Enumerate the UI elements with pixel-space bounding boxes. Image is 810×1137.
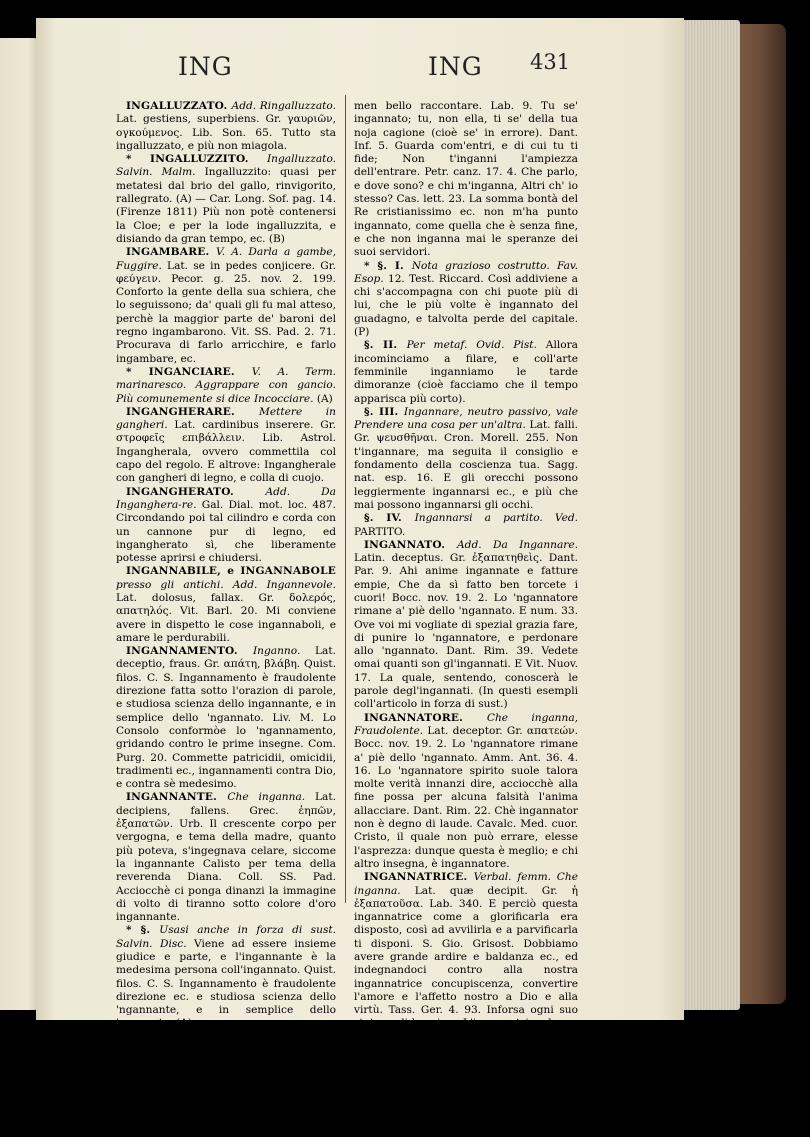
- dictionary-entry: [354, 100, 578, 260]
- dictionary-entry: [116, 565, 336, 645]
- entry-body: Lat. falli. Gr. ψευσθῆναι. Cron. Morell. 255. Non t'ingannare, ma seguita il consiglio e fondamento della coscienza tua. Sagg. nat. esp. 16. E gli orecchi possono leggiermente ingannarsi ec., e più che mai possono ingannarsi gli occhi.: [354, 419, 578, 511]
- entry-body: Quando sono d'anni sei infino a' quattordici, o più tanto quanto, si può domandargli ogni dì una volta de' peccati ne' quali posson cadere, come bugie, bestemmie, ingannerelli, e simili atti, ec.: [354, 1057, 578, 1136]
- entry-body: Latin. deceptus. Gr. ἐξαπατηθεὶς. Dant. Par. 9. Ahi anime ingannate e fatture empie, Che da sì fatto ben torcete i cuori! Bocc. nov. 19. 2. Lo 'ngannatore rimane a' piè dello 'ngannato. E num. 33. Ove voi mi vogliate di spezial grazia fare, di punire lo 'ngannatore, e perdonare allo 'ngannato. Dant. Rim. 39. Vedete omai quanti son gl'ingannati. E Vit. Nuov. 17. La quale, sentendo, conoscerà le parole degl'ingannati. (In questi esempli coll'articolo in forza di sust.): [354, 552, 578, 711]
- entry-definition: Add. Da Ingannare.: [457, 538, 578, 551]
- entry-body: PARTITO.: [354, 525, 406, 538]
- dictionary-entry: [116, 246, 336, 366]
- entry-headword: §. II.: [364, 339, 407, 352]
- entry-body: Latin. decipere, fallere. Gr. ἐξαπατᾶν, φεναχίζειν. Bocc. nov. 1. 32. Li quali dubitavan forte, non ser Ciappelletto gl'ingannasse. E nov. 67. 1. Se io non ne sono ingannata, io ve ne credo uno non: [116, 1044, 336, 1123]
- entry-headword: INGANGHERATO.: [126, 485, 266, 498]
- entry-definition: Che inganna, Fraudolente.: [354, 711, 578, 737]
- dictionary-entry: [116, 645, 336, 791]
- entry-definition: Add. Ringalluzzato.: [231, 100, 336, 112]
- entry-body: (A): [313, 392, 333, 405]
- entry-headword: INGANNABILE, e INGANNABOLE: [126, 565, 336, 578]
- entry-definition: Verbal. femm. Che inganna.: [354, 871, 578, 897]
- entry-definition: Far fraude o inganno, Mostrare una cosa per un'altra.: [116, 1030, 336, 1057]
- entry-definition: presso gli antichi. Add. Ingannevole.: [116, 578, 336, 591]
- dictionary-entry: [354, 339, 578, 405]
- entry-definition: V. A. Darla a gambe, Fuggire.: [116, 246, 337, 272]
- entry-body: Lat. gestiens, superbiens. Gr. γαυριῶν, ογκούμενος. Lib. Son. 65. Tutto sta ingalluzzato, e più non miagola.: [116, 113, 336, 152]
- dictionary-entry: [116, 791, 336, 924]
- entry-headword: INGAMBARE.: [126, 246, 216, 259]
- entry-definition: Che inganna.: [227, 791, 306, 804]
- dictionary-entry: [116, 153, 336, 246]
- dictionary-entry: [116, 924, 336, 1030]
- dictionary-entry: [354, 712, 578, 872]
- entry-body: Lat. dolosus, fallax. Gr. δολερός, απατηλός. Vit. Barl. 20. Mi conviene avere in dispetto le cose ingannaboli, e amare le perdurabili.: [116, 591, 336, 644]
- entry-headword: §. IV.: [364, 512, 415, 525]
- entry-definition: Ingannarsi a partito. Ved.: [414, 512, 579, 525]
- entry-body: Lat. decipiens, fallens. Grec. ἐηπῶν, ἐξαπατῶν. Urb. Il crescente corpo per vergogna, e tema della madre, quanto più poteva, s'ingegnava celare, siccome la ingannante Calisto per tema della reverenda Diana. Coll. SS. Pad. Acciocchè ci ponga dinanzi la immagine di volto di tiranno sotto colore d'oro ingannante.: [116, 791, 336, 924]
- dictionary-entry: [354, 512, 578, 539]
- dictionary-entry: [116, 366, 336, 406]
- entry-headword: INGANNANTE.: [126, 791, 228, 804]
- entry-headword: * §.: [126, 924, 160, 937]
- entry-definition: V. A. Term. marinaresco. Aggrappare con gancio. Più comunemente si dice Incocciare.: [116, 365, 336, 405]
- page-number: 431: [530, 50, 571, 74]
- dictionary-entry: [116, 486, 336, 566]
- entry-definition: Nota grazioso costrutto. Fav. Esop.: [354, 259, 579, 285]
- entry-headword: INGANNATRICE.: [364, 871, 474, 884]
- right-column: [354, 100, 578, 1137]
- facing-page-edge: [0, 38, 40, 1010]
- entry-body: Lat. se in pedes conjicere. Gr. φεύγειν. Pecor. g. 25. nov. 2. 199. Conforto la gente della sua schiera, che lo seguissono; da' quali gli fu mal atteso, perchè la maggior parte de' baroni del regno ingambarono. Vit. SS. Pad. 2. 71. Procurava di farlo arricchire, e farlo ingambare, ec.: [116, 259, 336, 365]
- entry-body: Lat. cardinibus inserere. Gr. στροφεῖς επιβάλλειν. Lib. Astrol. Ingangherala, ovvero commettila col capo del regolo. E altrove: Ingangherale con gangheri di legno, e colla di cuojo.: [116, 419, 336, 485]
- dictionary-entry: [354, 260, 578, 340]
- entry-headword: INGANNAMENTO.: [126, 645, 253, 658]
- entry-body: Allora incominciamo a filare, e coll'arte femminile inganniamo le tarde dimoranze (cioè facciamo che il tempo apparisca più corto).: [354, 339, 578, 405]
- entry-headword: §. III.: [364, 405, 404, 418]
- entry-headword: * INGANCIARE.: [126, 365, 252, 378]
- entry-headword: INGANNERELLO.: [364, 1044, 484, 1057]
- entry-definition: Add. Da Inganghera-re.: [116, 485, 336, 511]
- entry-body: Gal. Dial. mot. loc. 487. Circondando poi tal cilindro e corda con un cannone pur di legno, ed ingangherato sì, che liberamente potesse aprirsi e chiudersi.: [116, 498, 336, 565]
- entry-definition: Inganno.: [253, 645, 301, 658]
- entry-headword: * INGALLUZZITO.: [126, 153, 267, 166]
- running-head-right: ING: [428, 52, 483, 81]
- entry-body: Viene ad essere insieme giudice e parte, e l'ingannante è la medesima persona coll'ingannato. Quist. filos. C. S. Ingannamento è fraudolente direzione ec. e studiosa scienza dello 'ngannante, e in semplice dello 'ngannato. (A): [116, 937, 336, 1030]
- dictionary-entry: [116, 1031, 336, 1124]
- entry-definition: Per metaf. Ovid. Pist.: [406, 339, 537, 352]
- dictionary-entry: [116, 100, 336, 153]
- dictionary-entry: [354, 539, 578, 712]
- entry-body: Lat. deceptor. Gr. απατεών. Bocc. nov. 19. 2. Lo 'ngannatore rimane a' piè dello 'ngannato. Amm. Ant. 36. 4. 16. Lo 'ngannatore spirito suole talora molte verità innanzi dire, acciocchè alla fine possa per alcuna falsità l'anima allacciare. Dant. Rim. 22. Chè ingannator non è degno di laude. Cavalc. Med. cuor. Cristo, il quale non può errare, elesse l'asprezza: dunque questa è meglio; e chi altro insegna, è ingannatore.: [354, 724, 578, 870]
- left-column: [116, 100, 336, 1124]
- dictionary-entry: [354, 871, 578, 1044]
- entry-body: Lat. quæ decipit. Gr. ἡ ἐξαπατοῦσα. Lab. 340. E perciò questa ingannatrice come a glorificarla era disposto, così ad avvilirla e a parvificarla ti disponi. S. Gio. Grisost. Dobbiamo avere grande ardire e baldanza ec., ed indegnandoci contro alla nostra ingannatrice concupiscenza, convertire l'amore e l'affetto nostro a Dio e alla virtù. Tass. Ger. 4. 93. Inforsa ogni suo stato, e di lor gioco L'ingannatrice donna a prender viene.: [354, 884, 578, 1043]
- running-head-left: ING: [178, 52, 233, 81]
- entry-headword: * §. I.: [364, 259, 412, 272]
- entry-headword: INGANNARE.: [126, 1030, 214, 1043]
- entry-headword: INGANNATORE.: [364, 711, 487, 724]
- entry-definition: Mettere in gangheri.: [116, 405, 336, 432]
- entry-body: men bello raccontare. Lab. 9. Tu se' ingannato; tu, non ella, ti se' della tua noja cagione (cioè se' in errore). Dant. Inf. 5. Guarda com'entri, e di cui tu ti fide; Non t'inganni l'ampiezza dell'entrare. Petr. canz. 17. 4. Che parlo, e dove sono? e chi m'inganna, Altri ch' io stesso? Cas. lett. 23. La somma bontà del Re cristianissimo ec. non m'ha punto ingannato, come quella che è senza fine, e che non inganna mai le speranze dei suoi servidori.: [354, 100, 578, 259]
- entry-definition: Ingannare, neutro passivo, vale Prendere una cosa per un'altra.: [354, 405, 578, 432]
- column-divider: [345, 95, 346, 903]
- dictionary-entry: [354, 406, 578, 512]
- dictionary-entry: [116, 406, 336, 486]
- entry-body: Ingalluzzito: quasi per metatesi dal brio del gallo, rinvigorito, rallegrato. (A) — Car. Long. Sof. pag. 14. (Firenze 1811) Più non potè contenersi la Cloe; e per la lode ingalluzzita, e disiando da gran tempo, ec. (B): [116, 166, 337, 245]
- entry-headword: INGALLUZZATO.: [126, 100, 232, 112]
- entry-headword: INGANGHERARE.: [126, 405, 259, 418]
- entry-headword: INGANNATO.: [364, 538, 458, 551]
- entry-definition: Usasi anche in forza di sust. Salvin. Disc.: [116, 924, 337, 950]
- page-stack-edge: [682, 20, 740, 1010]
- entry-definition: Ingalluzzato. Salvin. Malm.: [116, 153, 336, 179]
- entry-body: 12. Test. Riccard. Così addiviene a chi s'accompagna con chi puote più di lui, che le più volte è ingannato del guadagno, e talvolta perde del capitale. (P): [354, 272, 578, 339]
- entry-definition: Dim. d'Inganno. Tratt. gov. fam. 82.: [354, 1044, 579, 1070]
- dictionary-entry: [354, 1044, 578, 1137]
- entry-body: Lat. deceptio, fraus. Gr. απάτη, βλάβη. Quist. filos. C. S. Ingannamento è fraudolente direzione fatta sotto l'orazion di parole, e studiosa scienza dello ingannante, e in semplice dello 'ngannato. Liv. M. Lo Consolo conformòe lo 'ngannamento, gridando contro le prime insegne. Com. Purg. 20. Commette patricidii, omicidii, tradimenti ec., ingannamenti contra Dio, e contra sè medesimo.: [116, 645, 336, 791]
